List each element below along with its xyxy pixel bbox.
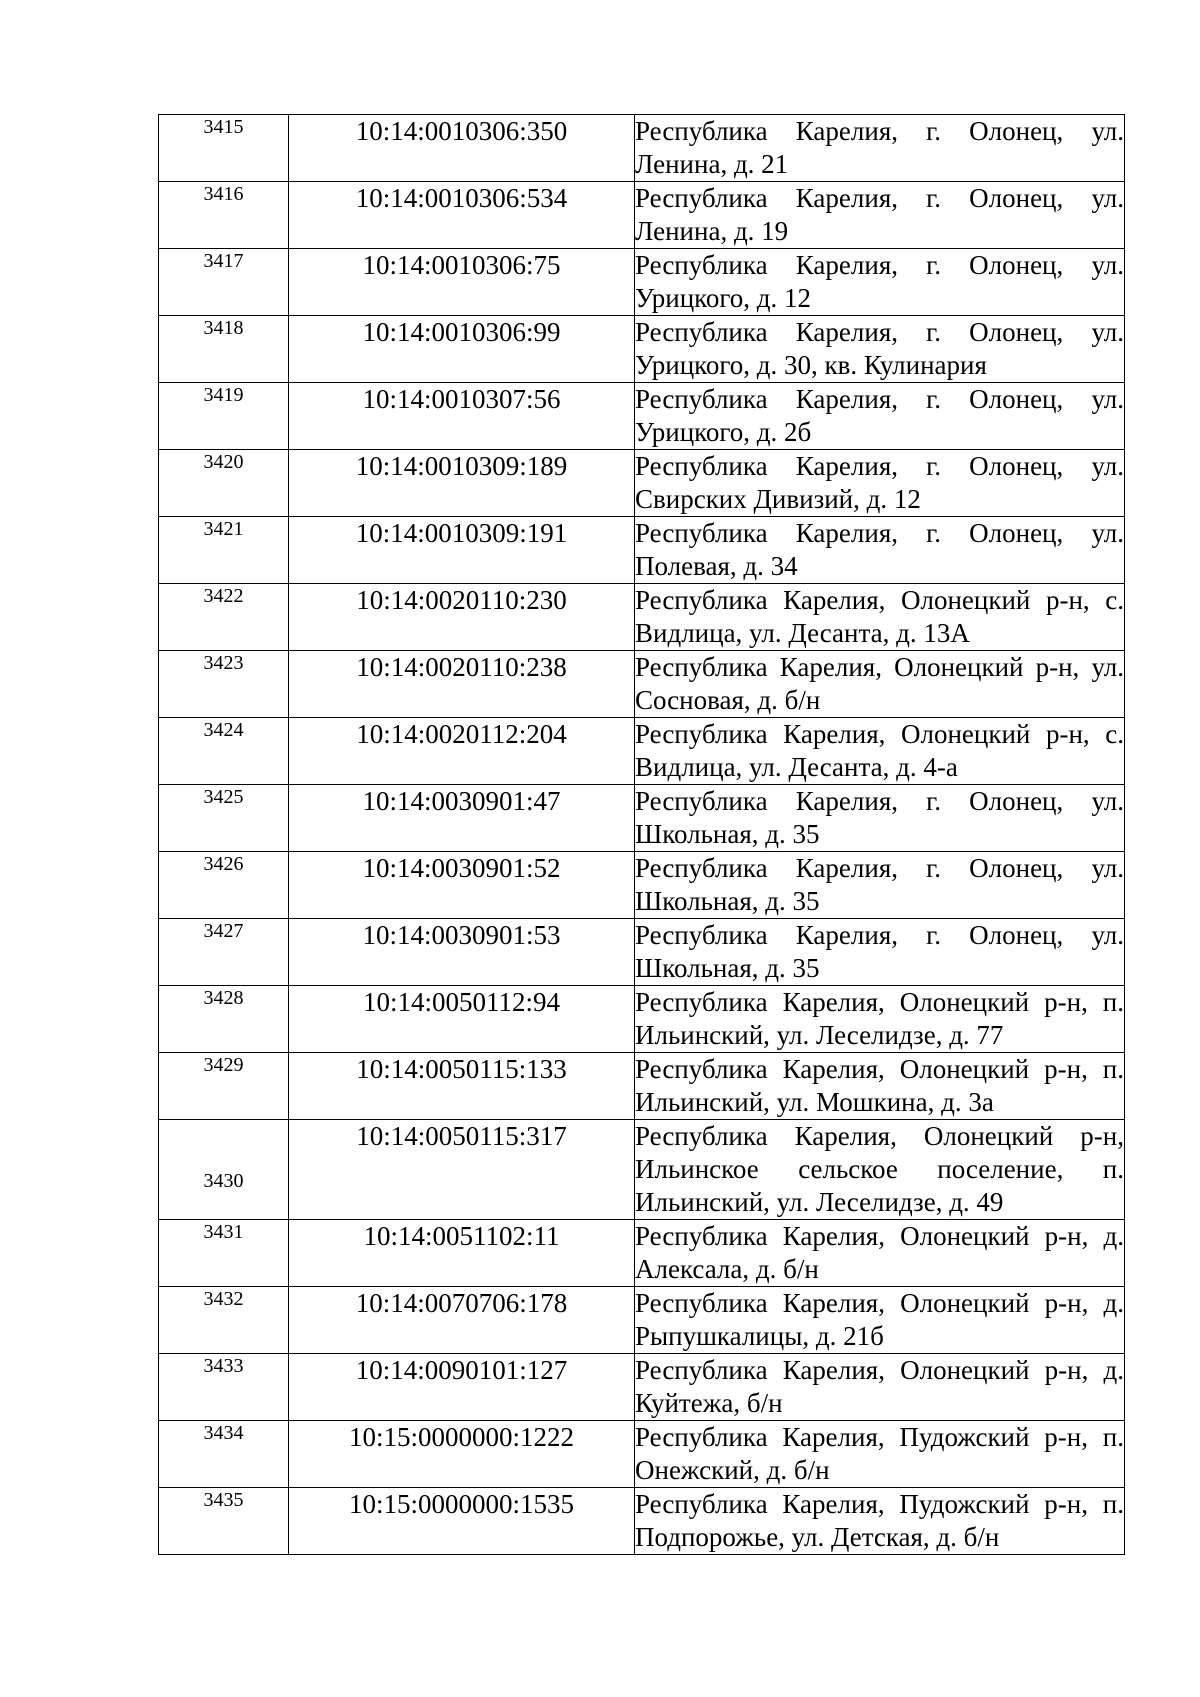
table-row bbox=[159, 1120, 1125, 1220]
address: Республика Карелия, Олонецкий р-н, с. Видлица, ул. Десанта, д. 4-а bbox=[635, 718, 1125, 785]
table-row bbox=[159, 316, 1125, 383]
table-row bbox=[159, 450, 1125, 517]
table-row bbox=[159, 651, 1125, 718]
cadastral-number: 10:14:0050112:94 bbox=[289, 986, 635, 1053]
cadastral-number: 10:14:0090101:127 bbox=[289, 1354, 635, 1421]
row-number: 3432 bbox=[159, 1287, 289, 1354]
table-row bbox=[159, 383, 1125, 450]
address: Республика Карелия, Олонецкий р-н, д. Куйтежа, б/н bbox=[635, 1354, 1125, 1421]
table-row bbox=[159, 718, 1125, 785]
row-number: 3431 bbox=[159, 1220, 289, 1287]
address: Республика Карелия, г. Олонец, ул. Урицкого, д. 12 bbox=[635, 249, 1125, 316]
row-number: 3418 bbox=[159, 316, 289, 383]
cadastral-number: 10:15:0000000:1535 bbox=[289, 1488, 635, 1555]
cadastral-number: 10:14:0010306:75 bbox=[289, 249, 635, 316]
cadastral-number: 10:14:0030901:53 bbox=[289, 919, 635, 986]
address: Республика Карелия, Олонецкий р-н, д. Рыпушкалицы, д. 21б bbox=[635, 1287, 1125, 1354]
address: Республика Карелия, Олонецкий р-н, с. Видлица, ул. Десанта, д. 13А bbox=[635, 584, 1125, 651]
row-number: 3433 bbox=[159, 1354, 289, 1421]
cadastral-number: 10:14:0030901:52 bbox=[289, 852, 635, 919]
table-row bbox=[159, 1053, 1125, 1120]
row-number: 3435 bbox=[159, 1488, 289, 1555]
address: Республика Карелия, Олонецкий р-н, ул. Сосновая, д. б/н bbox=[635, 651, 1125, 718]
row-number: 3415 bbox=[159, 115, 289, 182]
table-row bbox=[159, 517, 1125, 584]
row-number: 3429 bbox=[159, 1053, 289, 1120]
table-row bbox=[159, 1220, 1125, 1287]
table-row bbox=[159, 986, 1125, 1053]
address: Республика Карелия, Олонецкий р-н, п. Ильинский, ул. Мошкина, д. 3а bbox=[635, 1053, 1125, 1120]
address: Республика Карелия, г. Олонец, ул. Урицкого, д. 2б bbox=[635, 383, 1125, 450]
table-row bbox=[159, 115, 1125, 182]
cadastral-number: 10:14:0020110:230 bbox=[289, 584, 635, 651]
address: Республика Карелия, Олонецкий р-н, п. Ильинский, ул. Леселидзе, д. 77 bbox=[635, 986, 1125, 1053]
table-row bbox=[159, 1354, 1125, 1421]
cadastral-number: 10:14:0010306:99 bbox=[289, 316, 635, 383]
row-number: 3416 bbox=[159, 182, 289, 249]
address: Республика Карелия, г. Олонец, ул. Школьная, д. 35 bbox=[635, 852, 1125, 919]
row-number: 3420 bbox=[159, 450, 289, 517]
table-row bbox=[159, 919, 1125, 986]
row-number: 3430 bbox=[159, 1120, 289, 1220]
address: Республика Карелия, Пудожский р-н, п. Подпорожье, ул. Детская, д. б/н bbox=[635, 1488, 1125, 1555]
cadastral-number: 10:14:0020112:204 bbox=[289, 718, 635, 785]
cadastral-number: 10:14:0020110:238 bbox=[289, 651, 635, 718]
row-number: 3425 bbox=[159, 785, 289, 852]
row-number: 3427 bbox=[159, 919, 289, 986]
row-number: 3421 bbox=[159, 517, 289, 584]
address: Республика Карелия, Олонецкий р-н, д. Алексала, д. б/н bbox=[635, 1220, 1125, 1287]
row-number: 3417 bbox=[159, 249, 289, 316]
address: Республика Карелия, Пудожский р-н, п. Онежский, д. б/н bbox=[635, 1421, 1125, 1488]
address: Республика Карелия, Олонецкий р-н, Ильинское сельское поселение, п. Ильинский, ул. Леселидзе, д. 49 bbox=[635, 1120, 1125, 1220]
address: Республика Карелия, г. Олонец, ул. Ленина, д. 19 bbox=[635, 182, 1125, 249]
cadastral-number: 10:14:0010306:350 bbox=[289, 115, 635, 182]
table-row bbox=[159, 1287, 1125, 1354]
row-number: 3422 bbox=[159, 584, 289, 651]
property-table bbox=[158, 114, 1125, 1555]
cadastral-number: 10:14:0050115:133 bbox=[289, 1053, 635, 1120]
table-row bbox=[159, 785, 1125, 852]
table-row bbox=[159, 852, 1125, 919]
table-row bbox=[159, 584, 1125, 651]
cadastral-number: 10:14:0050115:317 bbox=[289, 1120, 635, 1220]
cadastral-number: 10:14:0010306:534 bbox=[289, 182, 635, 249]
cadastral-number: 10:15:0000000:1222 bbox=[289, 1421, 635, 1488]
cadastral-number: 10:14:0030901:47 bbox=[289, 785, 635, 852]
cadastral-number: 10:14:0070706:178 bbox=[289, 1287, 635, 1354]
address: Республика Карелия, г. Олонец, ул. Ленина, д. 21 bbox=[635, 115, 1125, 182]
address: Республика Карелия, г. Олонец, ул. Урицкого, д. 30, кв. Кулинария bbox=[635, 316, 1125, 383]
cadastral-number: 10:14:0051102:11 bbox=[289, 1220, 635, 1287]
address: Республика Карелия, г. Олонец, ул. Свирских Дивизий, д. 12 bbox=[635, 450, 1125, 517]
address: Республика Карелия, г. Олонец, ул. Полевая, д. 34 bbox=[635, 517, 1125, 584]
table-row bbox=[159, 182, 1125, 249]
table-row bbox=[159, 1421, 1125, 1488]
row-number: 3426 bbox=[159, 852, 289, 919]
address: Республика Карелия, г. Олонец, ул. Школьная, д. 35 bbox=[635, 785, 1125, 852]
table-row bbox=[159, 249, 1125, 316]
row-number: 3428 bbox=[159, 986, 289, 1053]
cadastral-number: 10:14:0010307:56 bbox=[289, 383, 635, 450]
cadastral-number: 10:14:0010309:191 bbox=[289, 517, 635, 584]
table-row bbox=[159, 1488, 1125, 1555]
row-number: 3419 bbox=[159, 383, 289, 450]
row-number: 3424 bbox=[159, 718, 289, 785]
row-number: 3423 bbox=[159, 651, 289, 718]
address: Республика Карелия, г. Олонец, ул. Школьная, д. 35 bbox=[635, 919, 1125, 986]
cadastral-number: 10:14:0010309:189 bbox=[289, 450, 635, 517]
row-number: 3434 bbox=[159, 1421, 289, 1488]
